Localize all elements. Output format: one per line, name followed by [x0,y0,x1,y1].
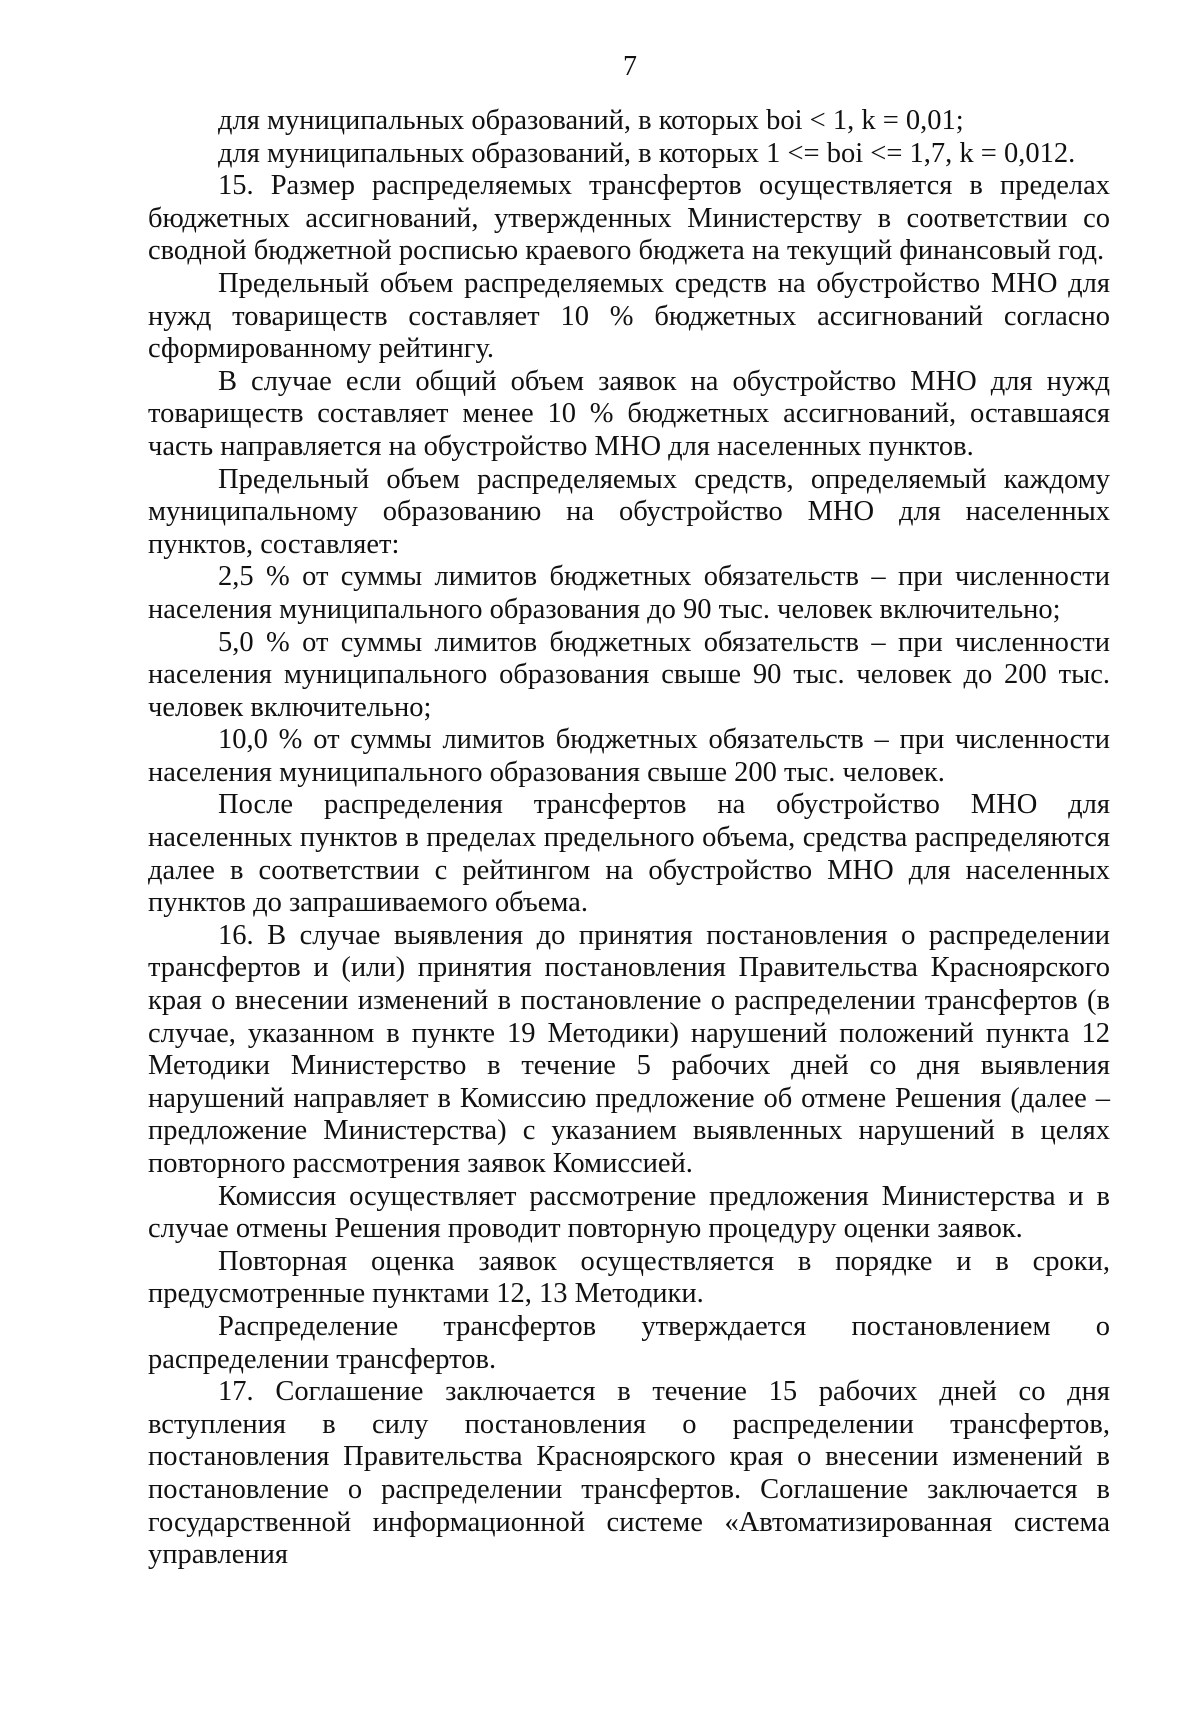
page-number: 7 [623,51,637,82]
paragraph-item-15: 15. Размер распределяемых трансфертов осуществляется в пределах бюджетных ассигнований, утвержденных Министерству в соответствии со сводной бюджетной росписью краевого бюджета на текущий финансовый год. [148,170,1110,267]
paragraph-formula-k-0012: для муниципальных образований, в которых 1 <= boi <= 1,7, k = 0,012. [218,137,1076,169]
document-body [148,105,1110,1572]
paragraph-formula-k-001: для муниципальных образований, в которых boi < 1, k = 0,01; [218,105,964,136]
paragraph-limit-partnerships: Предельный объем распределяемых средств на обустройство МНО для нужд товариществ составляет 10 % бюджетных ассигнований согласно сформированному рейтингу. [148,267,1110,365]
paragraph-limit-municipal: Предельный объем распределяемых средств, определяемый каждому муниципальному образованию на обустройство МНО для населенных пунктов, составляет: [148,463,1110,560]
paragraph-limit-2-5: 2,5 % от суммы лимитов бюджетных обязательств – при численности населения муниципального образования до 90 тыс. человек включительно; [148,561,1110,625]
paragraph-limit-5-0: 5,0 % от суммы лимитов бюджетных обязательств – при численности населения муниципального образования свыше 90 тыс. человек до 200 тыс. человек включительно; [148,626,1110,723]
paragraph-item-16: 16. В случае выявления до принятия постановления о распределении трансфертов и (или) принятия постановления Правительства Красноярского края о внесении изменений в постановление о распределении трансфертов (в случае, указанном в пункте 19 Методики) нарушений положений пункта 12 Методики Министерство в течение 5 рабочих дней со дня выявления нарушений направляет в Комиссию предложение об отмене Решения (далее – предложение Министерства) с указанием выявленных нарушений в целях повторного рассмотрения заявок Комиссией. [148,919,1110,1179]
paragraph-commission-review: Комиссия осуществляет рассмотрение предложения Министерства и в случае отмены Решения проводит повторную процедуру оценки заявок. [148,1180,1110,1245]
paragraph-limit-10-0: 10,0 % от суммы лимитов бюджетных обязательств – при численности населения муниципального образования свыше 200 тыс. человек. [148,724,1110,788]
paragraph-item-17: 17. Соглашение заключается в течение 15 рабочих дней со дня вступления в силу постановления о распределении трансфертов, постановления Правительства Красноярского края о внесении изменений в постановление о распределении трансфертов. Соглашение заключается в государственной информационной системе «Автоматизированная система управления [148,1376,1110,1571]
paragraph-remaining-part: В случае если общий объем заявок на обустройство МНО для нужд товариществ составляет менее 10 % бюджетных ассигнований, оставшаяся часть направляется на обустройство МНО для населенных пунктов. [148,365,1110,462]
paragraph-after-distribution: После распределения трансфертов на обустройство МНО для населенных пунктов в пределах предельного объема, средства распределяются далее в соответствии с рейтингом на обустройство МНО для населенных пунктов до запрашиваемого объема. [148,789,1110,919]
paragraph-distribution-approval: Распределение трансфертов утверждается постановлением о распределении трансфертов. [148,1310,1110,1375]
paragraph-repeat-evaluation: Повторная оценка заявок осуществляется в порядке и в сроки, предусмотренные пунктами 12, 13 Методики. [148,1245,1110,1310]
